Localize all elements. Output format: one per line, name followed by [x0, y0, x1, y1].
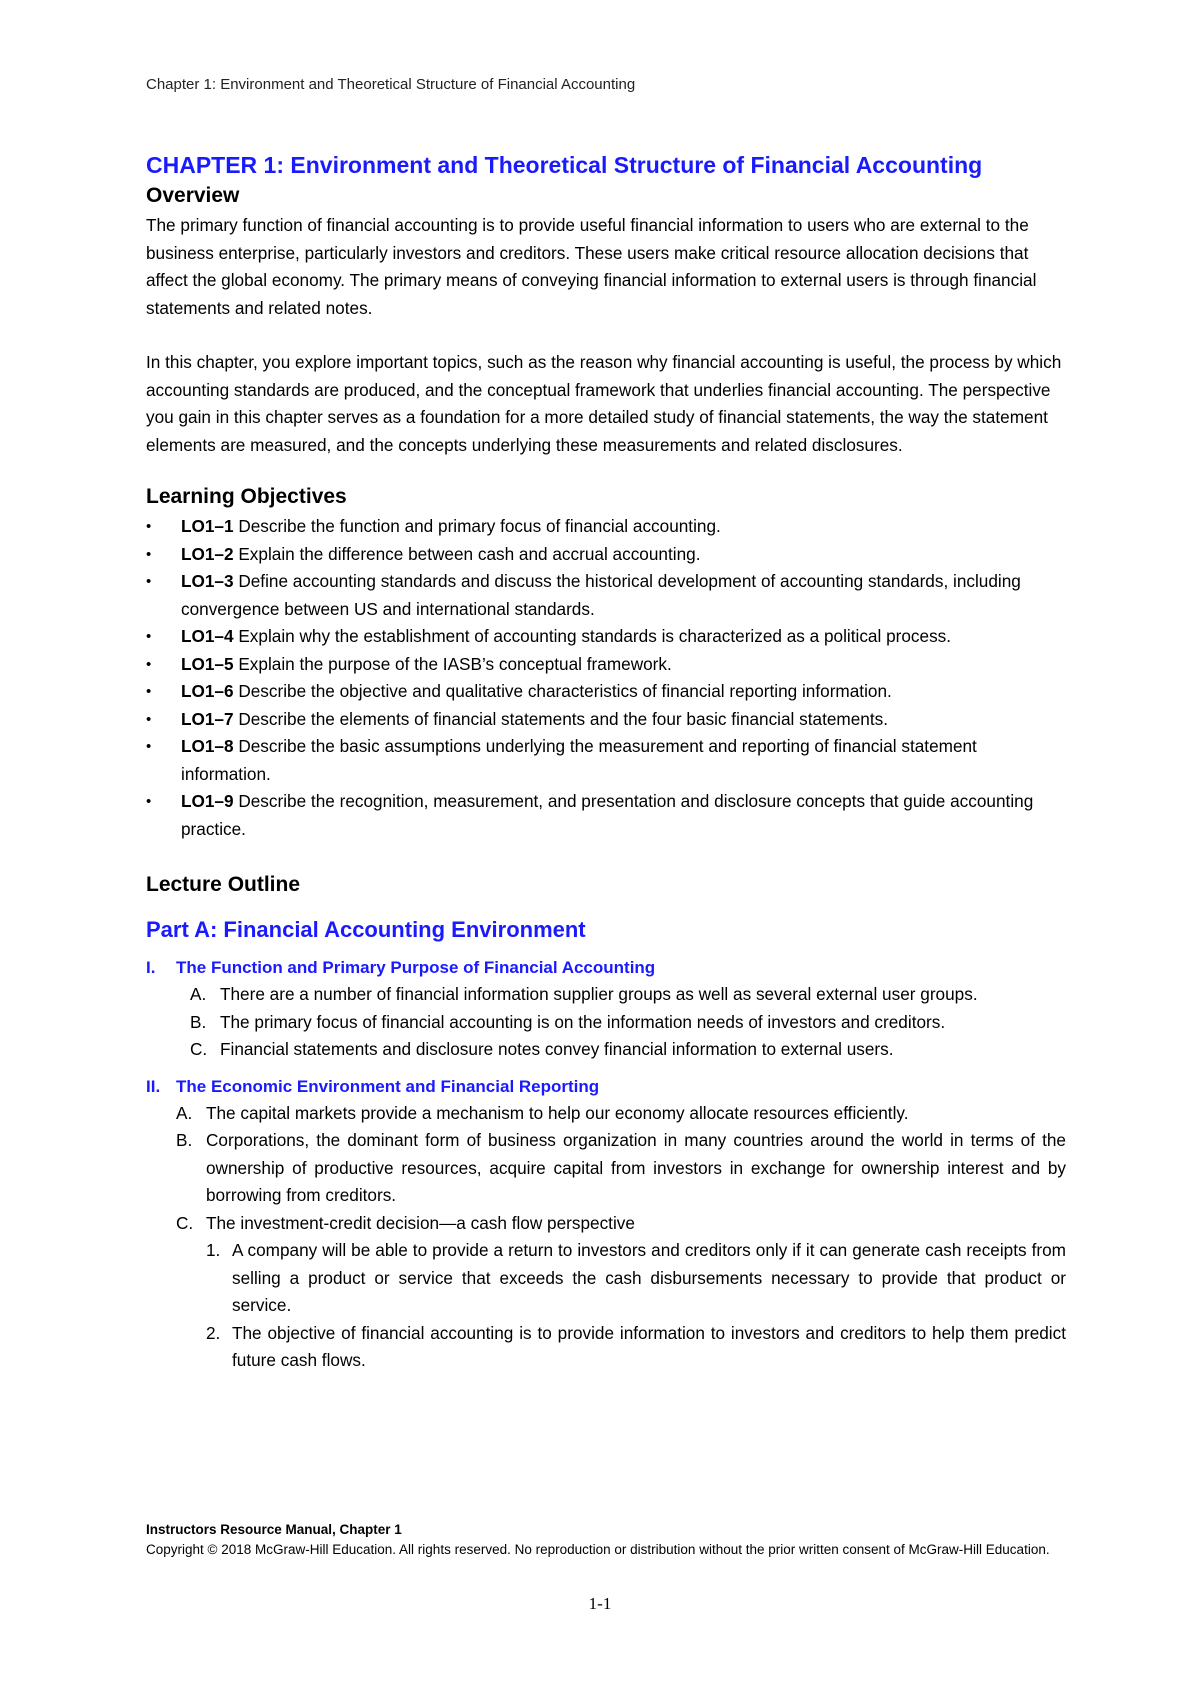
part-a-heading: Part A: Financial Accounting Environment — [146, 917, 586, 942]
section-number: II. — [146, 1076, 161, 1096]
item-text: Corporations, the dominant form of business organization in many countries around the world in terms of the ownership of productive resources, acquire capital from investors in exchange for ownership interest and by borrowing from creditors. — [206, 1130, 1066, 1205]
learning-objective-item — [146, 733, 1066, 788]
objective-code: LO1–8 — [181, 736, 234, 756]
objective-text: Define accounting standards and discuss the historical development of accounting standards, including convergence between US and international standards. — [181, 571, 1021, 619]
objective-code: LO1–1 — [181, 516, 234, 536]
overview-heading: Overview — [146, 184, 240, 207]
footer-copyright: Copyright © 2018 McGraw-Hill Education. All rights reserved. No reproduction or distribution without the prior written consent of McGraw-Hill Education. — [146, 1542, 1050, 1557]
section-title: The Economic Environment and Financial Reporting — [176, 1076, 600, 1096]
item-text: The primary focus of financial accounting is on the information needs of investors and creditors. — [220, 1011, 946, 1032]
chapter-title: CHAPTER 1: Environment and Theoretical Structure of Financial Accounting — [146, 152, 983, 178]
objective-code: LO1–4 — [181, 626, 234, 646]
objective-code: LO1–6 — [181, 681, 234, 701]
outline-item — [190, 1009, 1066, 1037]
item-marker: A. — [190, 984, 207, 1004]
learning-objective-item — [146, 568, 1066, 623]
outline-sub-item — [206, 1320, 1066, 1375]
objective-text: Explain the purpose of the IASB’s conceptual framework. — [238, 653, 672, 674]
objective-text: Describe the elements of financial statements and the four basic financial statements. — [238, 708, 888, 729]
learning-objective-item — [146, 623, 1066, 651]
outline-sub-item — [206, 1237, 1066, 1320]
outline-item — [176, 1127, 1066, 1210]
outline-item — [190, 1036, 1066, 1064]
learning-objectives-list — [146, 513, 1066, 843]
objective-code: LO1–3 — [181, 571, 234, 591]
item-marker: A. — [176, 1102, 193, 1123]
objective-text: Describe the recognition, measurement, and presentation and disclosure concepts that guide accounting practice. — [181, 791, 1034, 839]
bullet-icon: • — [146, 518, 152, 535]
bullet-icon: • — [146, 710, 152, 728]
bullet-icon: • — [146, 793, 152, 810]
section-2 — [146, 1074, 1066, 1375]
objective-text: Explain the difference between cash and accrual accounting. — [238, 543, 701, 564]
bullet-icon: • — [146, 573, 152, 590]
learning-objective-item — [146, 541, 1066, 569]
section-1 — [146, 955, 1066, 1064]
item-marker: 1. — [206, 1240, 221, 1260]
learning-objective-item — [146, 788, 1066, 843]
bullet-icon: • — [146, 545, 152, 563]
item-marker: C. — [190, 1039, 208, 1059]
page-footer — [146, 1520, 1066, 1560]
bullet-icon: • — [146, 655, 152, 673]
section-1-heading — [146, 955, 1066, 981]
item-text: The capital markets provide a mechanism to help our economy allocate resources efficiently. — [206, 1102, 909, 1123]
item-text: The investment-credit decision—a cash flow perspective — [206, 1212, 635, 1233]
item-text: There are a number of financial information supplier groups as well as several external user groups. — [220, 984, 978, 1004]
item-marker: B. — [176, 1130, 193, 1150]
learning-objective-item — [146, 678, 1066, 706]
objective-code: LO1–9 — [181, 791, 234, 811]
objective-text: Explain why the establishment of accounting standards is characterized as a political process. — [238, 626, 952, 646]
item-text: Financial statements and disclosure notes convey financial information to external users. — [220, 1039, 894, 1059]
item-marker: 2. — [206, 1322, 221, 1343]
section-2-heading — [146, 1074, 1066, 1100]
item-text: The objective of financial accounting is to provide information to investors and creditors to help them predict future cash flows. — [232, 1322, 1066, 1370]
running-header: Chapter 1: Environment and Theoretical Structure of Financial Accounting — [146, 76, 636, 93]
section-number: I. — [146, 958, 156, 977]
learning-objective-item — [146, 651, 1066, 679]
objective-text: Describe the objective and qualitative characteristics of financial reporting information. — [238, 681, 892, 701]
overview-paragraph-2: In this chapter, you explore important topics, such as the reason why financial accounting is useful, the process by which accounting standards are produced, and the conceptual framework that underlies financial accounting. The perspective you gain in this chapter serves as a foundation for a more detailed study of financial statements, the way the statement elements are measured, and the concepts underlying these measurements and related disclosures. — [146, 352, 1062, 455]
objective-text: Describe the function and primary focus of financial accounting. — [238, 516, 721, 536]
learning-objective-item — [146, 706, 1066, 734]
main-content — [146, 150, 1066, 1375]
section-title: The Function and Primary Purpose of Financial Accounting — [176, 958, 656, 977]
bullet-icon: • — [146, 683, 152, 700]
learning-objectives-heading: Learning Objectives — [146, 485, 347, 508]
lecture-outline-heading: Lecture Outline — [146, 873, 301, 896]
objective-code: LO1–2 — [181, 543, 234, 564]
overview-paragraph-1: The primary function of financial accounting is to provide useful financial information to users who are external to the business enterprise, particularly investors and creditors. These users make critical resource allocation decisions that affect the global economy. The primary means of conveying financial information to external users is through financial statements and related notes. — [146, 215, 1037, 318]
objective-code: LO1–5 — [181, 653, 234, 674]
item-marker: B. — [190, 1011, 207, 1032]
item-marker: C. — [176, 1212, 194, 1233]
objective-text: Describe the basic assumptions underlying the measurement and reporting of financial statement information. — [181, 736, 977, 784]
bullet-icon: • — [146, 628, 152, 645]
item-text: A company will be able to provide a return to investors and creditors only if it can generate cash receipts from selling a product or service that exceeds the cash disbursements necessary to provide that product or service. — [232, 1240, 1066, 1315]
footer-title: Instructors Resource Manual, Chapter 1 — [146, 1522, 402, 1537]
outline-item — [190, 981, 1066, 1009]
learning-objective-item — [146, 513, 1066, 541]
bullet-icon: • — [146, 738, 152, 755]
outline-item — [176, 1210, 1066, 1238]
page-number: 1-1 — [588, 1594, 612, 1613]
objective-code: LO1–7 — [181, 708, 234, 729]
outline-item — [176, 1100, 1066, 1128]
